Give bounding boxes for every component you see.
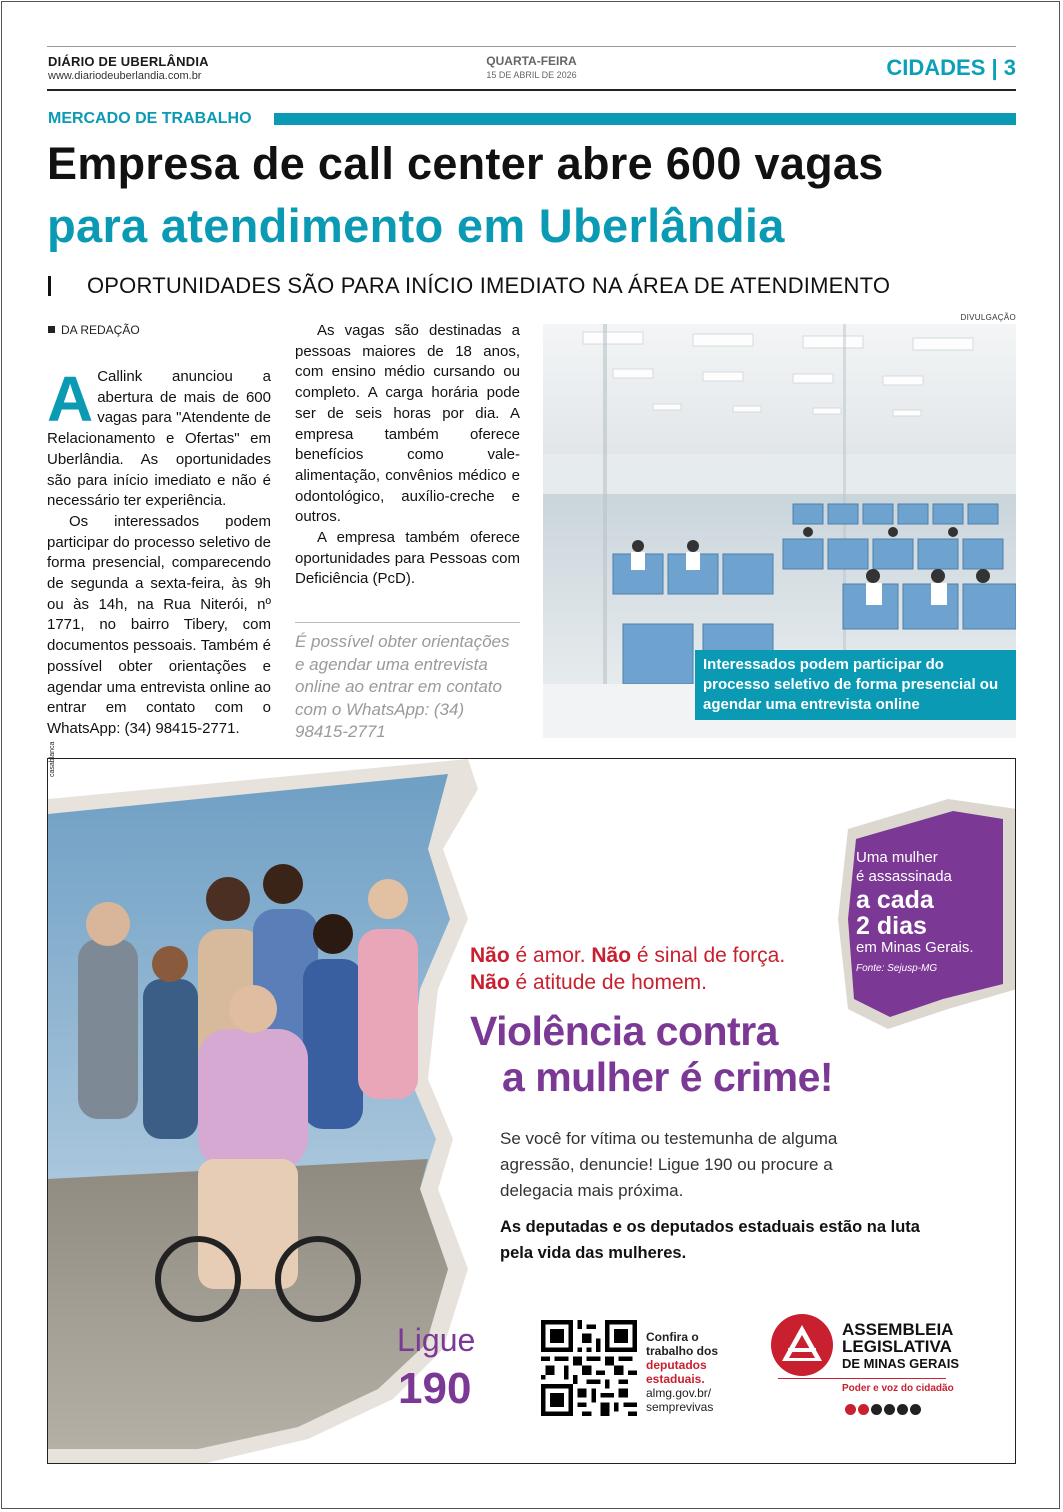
red-line-2: [470, 969, 785, 996]
stat-big1: a cada: [856, 886, 934, 914]
section-label: CIDADES | 3: [886, 55, 1016, 80]
stat-box: [856, 848, 996, 974]
qr-code-icon[interactable]: [541, 1320, 637, 1416]
photo-caption: Interessados podem participar do processo seletivo de forma presencial ou agendar uma entrevista online: [695, 650, 1016, 720]
ad-headline-line1: Violência contra: [470, 1008, 778, 1054]
ad-red-text: [470, 942, 785, 996]
pullquote: É possível obter orientações e agendar uma entrevista online ao entrar em contato com o WhatsApp: (34) 98415-2771: [295, 622, 520, 744]
almg-name: [842, 1321, 959, 1372]
red-line-1: [470, 942, 785, 969]
qr-text: [646, 1330, 718, 1414]
square-bullet-icon: [48, 326, 55, 333]
x-icon[interactable]: [897, 1404, 908, 1415]
paragraph: As vagas são destinadas a pessoas maiores de 18 anos, com ensino médio cursando ou completo. A carga horária pode ser de seis horas por dia. A empresa também oferece benefícios como vale-alimentação, convênios médico e odontológico, auxílio-creche e outros.: [295, 322, 520, 526]
stat-line1: Uma mulher: [856, 849, 938, 866]
emergency-number: 190: [398, 1364, 472, 1413]
facebook-icon[interactable]: [884, 1404, 895, 1415]
paper-url[interactable]: www.diariodeuberlandia.com.br: [48, 70, 202, 82]
qr-text-line: trabalho dos: [646, 1344, 719, 1358]
photo-credit: DIVULGAÇÃO: [960, 313, 1016, 322]
ad-headline-line2: a mulher é crime!: [502, 1054, 834, 1100]
qr-text-line: deputados: [646, 1358, 707, 1372]
youtube-icon[interactable]: [845, 1404, 856, 1415]
threads-icon[interactable]: [910, 1404, 921, 1415]
header-top-rule: [47, 46, 1016, 47]
paragraph: A empresa também oferece oportunidades para Pessoas com Deficiência (PcD).: [295, 529, 520, 588]
agency-tag: casablanca: [49, 741, 56, 777]
qr-url[interactable]: almg.gov.br/: [646, 1386, 712, 1400]
stat-line2: é assassinada: [856, 868, 952, 885]
red-text: é atitude de homem.: [509, 971, 707, 994]
paper-name: DIÁRIO DE UBERLÂNDIA: [48, 54, 209, 69]
subheadline-marker: [48, 276, 51, 296]
weekday: QUARTA-FEIRA: [486, 54, 577, 68]
almg-divider: [778, 1378, 946, 1379]
dropcap: A: [47, 363, 94, 435]
stat-line3: em Minas Gerais.: [856, 939, 974, 956]
paragraph: Os interessados podem participar do processo seletivo de forma presencial, comparecendo de segunda a sexta-feira, às 9h ou às 14h, na Rua Niterói, nº 1771, no bairro Tibery, com documentos pessoais. Também é possível obter orientações e agendar uma entrevista online ao entrar em contato com o WhatsApp: (34) 98415-2771.: [47, 512, 271, 737]
ad-bold-text: As deputadas e os deputados estaduais estão na luta pela vida das mulheres.: [500, 1218, 920, 1262]
ad-body: Se você for vítima ou testemunha de alguma agressão, denuncie! Ligue 190 ou procure a delegacia mais próxima.: [500, 1129, 838, 1200]
tiktok-icon[interactable]: [871, 1404, 882, 1415]
article-column-1: [47, 363, 271, 740]
kicker-bar: [274, 113, 1016, 125]
article-column-2: [295, 321, 520, 590]
header-bottom-rule: [47, 89, 1016, 91]
byline: [48, 323, 140, 337]
social-icons: [845, 1401, 923, 1419]
nao-word: Não: [591, 944, 632, 967]
kicker: MERCADO DE TRABALHO: [48, 110, 252, 127]
paragraph-text: Callink anunciou a abertura de mais de 600 vagas para "Atendente de Relacionamento e Ofertas" em Uberlândia. As oportunidades são para início imediato e não é necessário ter experiência.: [47, 368, 271, 510]
almg-line1: ASSEMBLEIA: [842, 1320, 954, 1339]
stat-source: Fonte: Sejusp-MG: [856, 963, 938, 974]
almg-tagline: Poder e voz do cidadão: [842, 1383, 954, 1394]
ad-headline: [470, 1008, 833, 1100]
almg-logo-icon: [770, 1313, 834, 1377]
stat-big2: 2 dias: [856, 912, 927, 940]
headline-line2: para atendimento em Uberlândia: [47, 199, 785, 252]
paragraph: [47, 363, 271, 512]
qr-text-line: estaduais.: [646, 1372, 705, 1386]
almg-line3: DE MINAS GERAIS: [842, 1356, 960, 1371]
ligue-label: Ligue: [397, 1322, 476, 1358]
instagram-icon[interactable]: [858, 1404, 869, 1415]
headline-line1: Empresa de call center abre 600 vagas: [47, 138, 884, 189]
qr-url[interactable]: semprevivas: [646, 1400, 714, 1414]
byline-text: DA REDAÇÃO: [61, 323, 140, 337]
qr-text-line: Confira o: [646, 1330, 699, 1344]
nao-word: Não: [470, 971, 510, 994]
red-text: é sinal de força.: [631, 944, 786, 967]
date: 15 DE ABRIL DE 2026: [486, 70, 577, 80]
almg-line2: LEGISLATIVA: [842, 1337, 952, 1356]
subheadline: OPORTUNIDADES SÃO PARA INÍCIO IMEDIATO NA ÁREA DE ATENDIMENTO: [87, 273, 891, 298]
red-text: é amor.: [509, 944, 592, 967]
nao-word: Não: [470, 944, 510, 967]
